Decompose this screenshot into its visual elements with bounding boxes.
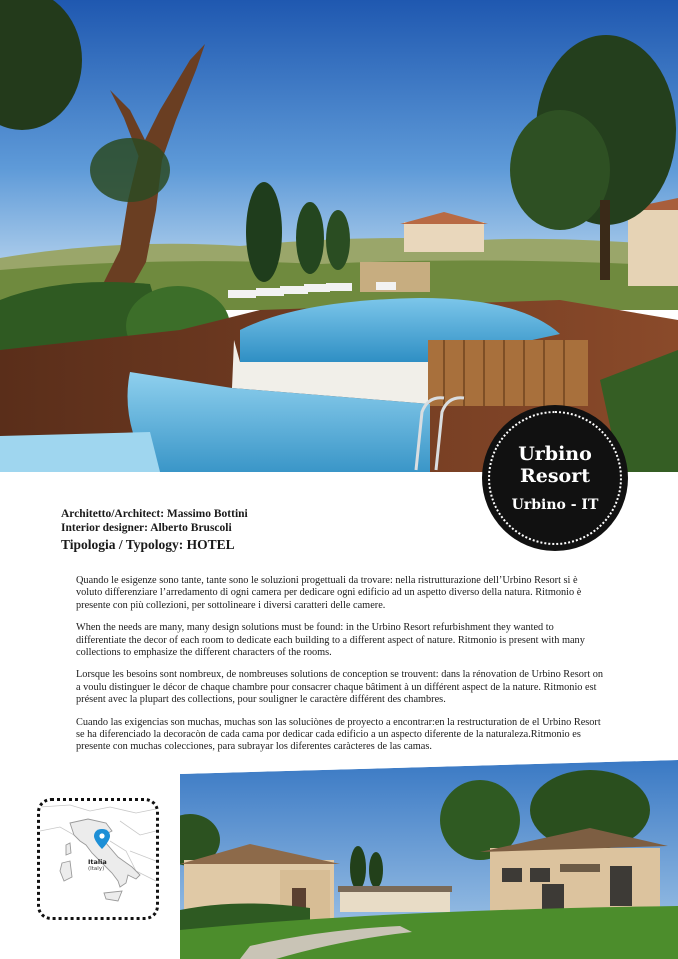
paragraph-italian: Quando le esigenze sono tante, tante sono le soluzioni progettuali da trovare: nella ristrutturazione dell’Urbino Resort si è voluto differenziare l’arredamento di ogni camera per dedicare ogni edificio ad un aspetto diverso della natura. Ritmonio è presente con più collezioni, per sottolineare i diversi caratteri delle camere. (76, 575, 582, 611)
architect-credit: Architetto/Architect: Massimo Bottini (61, 508, 248, 520)
paragraph-english: When the needs are many, many design solutions must be found: in the Urbino Resort refurbishment they wanted to differentiate the decor of each room to dedicate each building to a different aspect of nature. Ritmonio is present with many collections to emphasize the different characters of the rooms. (76, 622, 585, 659)
badge-name-line2: Resort (519, 465, 591, 487)
pool-scene-illustration (0, 0, 678, 472)
buildings-scene-illustration (180, 760, 678, 959)
description-text-block (76, 575, 604, 764)
project-credits (61, 507, 248, 554)
typology-label: Tipologia / Typology: HOTEL (61, 537, 235, 552)
badge-name-line1: Urbino (518, 443, 592, 465)
hero-photo-pool (0, 0, 678, 472)
paragraph-spanish: Cuando las exigencias son muchas, muchas son las soluciònes de proyecto a encontrar:en la restructuration de el Urbino Resort se ha diferenciado la decoracòn de cada cama por dedicar cada edificio a un aspecto diferente de la naturaleza.Ritmonio es presente con muchas coleccìones, para subrayar los diferentes caràcteres de las camas. (76, 716, 601, 753)
map-country-label (88, 858, 107, 873)
bottom-photo-buildings (180, 760, 678, 959)
badge-location: Urbino - IT (511, 497, 599, 513)
map-country-name: Italia (88, 858, 107, 866)
interior-designer-credit: Interior designer: Alberto Bruscoli (61, 522, 232, 534)
map-country-name-english: (Italy) (88, 866, 105, 872)
location-map-inset (37, 798, 159, 920)
paragraph-french: Lorsque les besoins sont nombreux, de nombreuses solutions de conception se trouvent: dans la rénovation de Urbino Resort on a voulu distinguer le décor de chaque chambre pour consacrer chaque bâtiment à un différent aspect de la nature. Ritmonio est présent avec la plupart des collections, pour souligner le caractère différent des chambres. (76, 669, 604, 706)
resort-name-badge (482, 405, 628, 551)
